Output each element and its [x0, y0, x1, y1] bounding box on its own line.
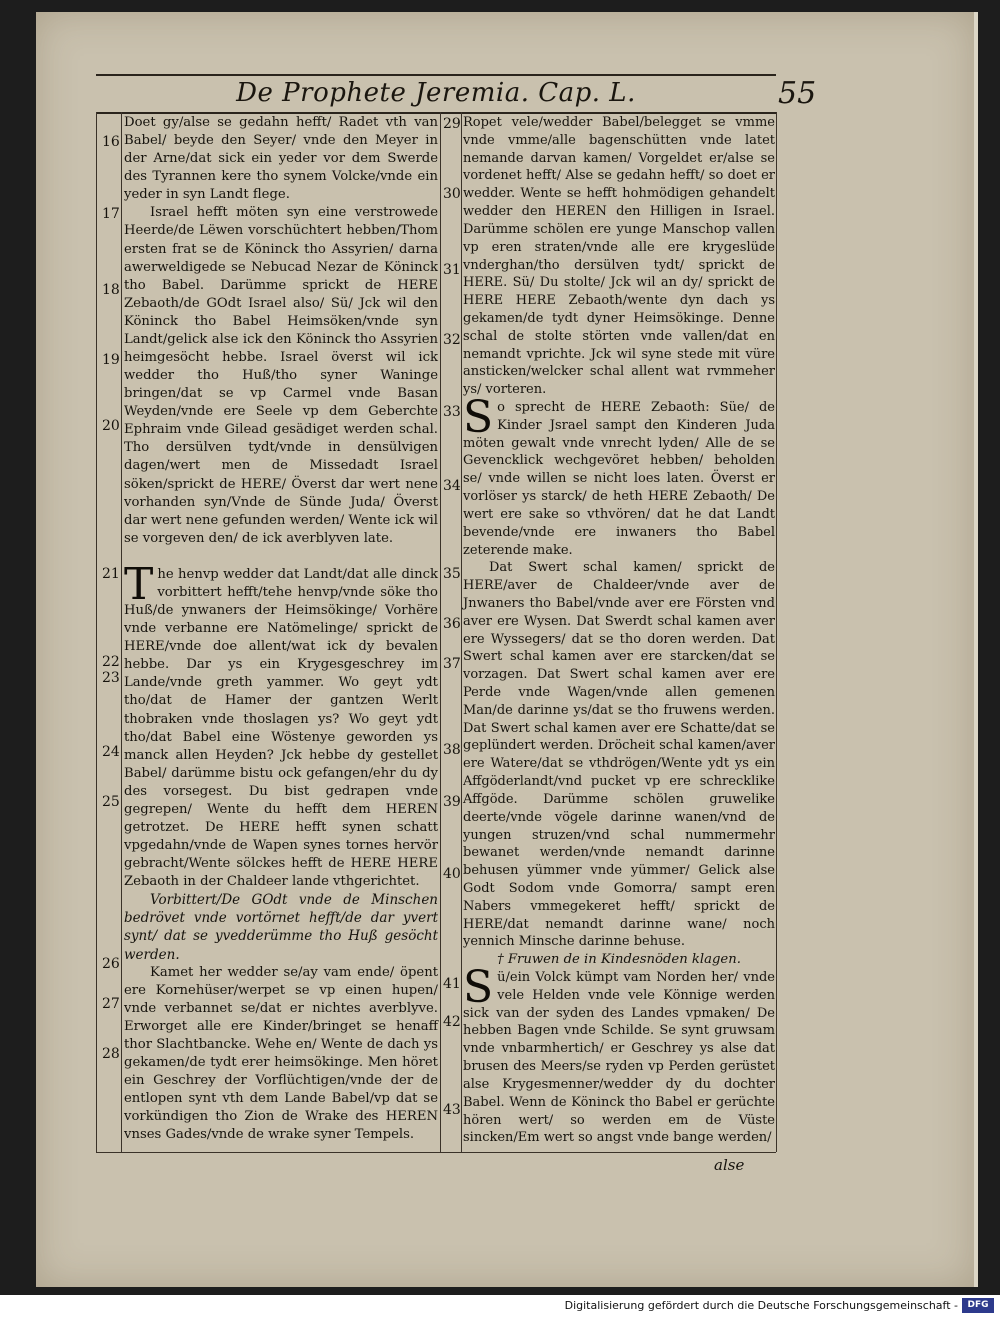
catchword: alse	[714, 1156, 745, 1174]
page-number: 55	[778, 76, 817, 111]
verse-number: 16	[102, 134, 120, 150]
verse-number: 26	[102, 956, 120, 972]
funding-notice: Digitalisierung gefördert durch die Deutsche Forschungsgemeinschaft -	[564, 1299, 958, 1312]
paragraph	[463, 392, 775, 559]
verse-number: 23	[102, 670, 120, 686]
verse-number: 40	[443, 866, 461, 882]
verse-number: 35	[443, 566, 461, 582]
footer-bar	[0, 1295, 1000, 1317]
verse-number: 17	[102, 206, 120, 222]
bottom-border-rule	[96, 1152, 776, 1153]
paragraph-text: o sprecht de HERE Zebaoth: Süe/ de Kinder Jsrael sampt den Kinderen Juda möten gewalt vnde vnrecht lyden/ Alle de se Gevencklick wechgevöret hebben/ beholden se/ vnde willen se nicht loes laten. Överst er vorlöser ys starck/ de heth HERE Zebaoth/ De wert ere sake so vthvören/ dat he dat Landt bevende/vnde ere inwaners tho Babel zeterende make.	[463, 400, 775, 558]
running-header	[96, 74, 776, 114]
page-title: De Prophete Jeremia. Cap. L.	[236, 78, 636, 108]
verse-number: 39	[443, 794, 461, 810]
right-border-rule	[776, 112, 777, 1152]
verse-number: 18	[102, 282, 120, 298]
verse-number: 25	[102, 794, 120, 810]
verse-number: 22	[102, 654, 120, 670]
verse-number: 36	[443, 616, 461, 632]
verse-number: 19	[102, 352, 120, 368]
paragraph: Doet gy/alse se gedahn hefft/ Radet vth van Babel/ beyde den Seyer/ vnde den Meyer in der Arne/dat sick ein yeder vor dem Swerde des Tyrannen kere tho synem Volcke/vnde ein yeder in syn Landt flege.	[124, 115, 438, 203]
verse-number: 28	[102, 1046, 120, 1062]
verse-number: 27	[102, 996, 120, 1012]
verse-number: 31	[443, 262, 461, 278]
verse-number: 37	[443, 656, 461, 672]
drop-cap-s: S	[463, 392, 494, 443]
verse-number: 33	[443, 404, 461, 420]
drop-cap-s: S	[463, 962, 494, 1013]
verse-number: 43	[443, 1102, 461, 1118]
paragraph	[124, 558, 438, 891]
verse-number: 30	[443, 186, 461, 202]
verse-number: 32	[443, 332, 461, 348]
section-note: † Fruwen de in Kindesnöden klagen.	[497, 952, 741, 968]
paragraph	[463, 962, 775, 1147]
verse-number: 38	[443, 742, 461, 758]
verse-number: 24	[102, 744, 120, 760]
right-text-column	[463, 114, 775, 1147]
verse-number: 20	[102, 418, 120, 434]
verse-number: 21	[102, 566, 120, 582]
paragraph-text: he henvp wedder dat Landt/dat alle dinck vorbittert hefft/tehe henvp/vnde söke tho Huß/de ynwaners der Heimsökinge/ Vorhëre vnde verbanne ere Natömelinge/ sprickt de HERE/vnde doe allent/wat ick dy bevalen hebbe. Dar ys ein Krygesgeschrey im Lande/vnde greth yammer. Wo geyt ydt tho/dat de Hamer der gantzen Werlt thobraken vnde thoslagen ys? Wo geyt ydt tho/dat Babel eine Wöstenye geworden ys manck allen Heyden? Jck hebbe dy gestellet Babel/ darümme bistu ock gefangen/ehr du dy des vorsegest. Du bist gedrapen vnde gegrepen/ Wente du hefft dem HEREN getrotzet. De HERE hefft synen schatt vpgedahn/vnde de Wapen synes tornes hervör gebracht/Wente sölckes hefft de HERE HERE Zebaoth in der Chaldeer lande vthgerichtet.	[124, 566, 438, 890]
paragraph: Ropet vele/wedder Babel/belegget se vmme vnde vmme/alle bagenschütten vnde latet nemande darvan kamen/ Vorgeldet er/alse se vordenet hefft/ Alse se gedahn hefft/ so doet er wedder. Wente se hefft hohmödigen gehandelt wedder den HEREN den Hilligen in Israel. Darümme schölen ere yunge Manschop vallen vp eren straten/vnde alle ere krygeslüde vnderghan/tho dersülven tydt/ sprickt de HERE. Sü/ Du stolte/ Jck wil an dy/ sprickt de HERE HERE Zebaoth/wente dyn dach ys gekamen/de tydt dyner Heimsökinge. Denne schal de stolte störten vnde vallen/dat en nemandt vprichte. Jck wil syne stede mit vüre ansticken/welcker schal allent wat rvmmeher ys/ vorteren.	[463, 115, 775, 398]
verse-number: 41	[443, 976, 461, 992]
verse-number: 29	[443, 116, 461, 132]
paragraph: Israel hefft möten syn eine verstrowede Heerde/de Lëwen vorschüchtert hebben/Thom ersten frat se de Köninck tho Assyrien/ darna awerweldigede se Nebucad Nezar de Köninck tho Babel. Darümme sprickt de HERE Zebaoth/de GOdt Israel also/ Sü/ Jck wil den Köninck tho Babel Heimsöken/vnde syn Landt/gelick alse ick den Köninck tho Assyrien heimgesöcht hebbe. Israel överst wil ick wedder tho Huß/tho syner Waninge bringen/dat se vp Carmel vnde Basan Weyden/vnde ere Seele vp dem Geberchte Ephraim vnde Gilead gesädiget werden schal. Tho dersülven tydt/vnde in densülvigen dagen/wert men de Missedadt Israel söken/sprickt de HERE/ Överst dar wert nene vorhanden syn/Vnde de Sünde Juda/ Överst dar wert nene gefunden werden/ Wente ick wil se vorgeven den/ de ick averblyven late.	[124, 205, 438, 546]
marginal-note: Vorbittert/De GOdt vnde de Minschen bedrövet vnde vortörnet hefft/de dar yvert synt/ dat se yvedderümme tho Huß gesöcht werden.	[124, 892, 438, 963]
paragraph: Kamet her wedder se/ay vam ende/ öpent ere Kornehüser/werpet se vp einen hupen/ vnde verbannet se/dat er nichtes averblyve. Erworget alle ere Kinder/bringet se henaff thor Slachtbancke. Wehe en/ Wente de dach ys gekamen/de tydt erer heimsökinge. Men höret ein Geschrey der Vorflüchtigen/vnde der de entlopen synt vth dem Lande Babel/vp dat se vorkündigen tho Zion de Wrake des HEREN vnses Gades/vnde de wrake syner Tempels.	[124, 964, 438, 1143]
dfg-logo-icon: DFG	[962, 1298, 994, 1313]
paragraph-text: ü/ein Volck kümpt vam Norden her/ vnde vele Helden vnde vele Könnige werden sick van der syden des Landes vpmaken/ De hebben Bagen vnde Schilde. Se synt gruwsam vnde vnbarmhertich/ er Geschrey ys alse dat brusen des Meers/se ryden vp Perden gerüstet alse Krygesmenner/wedder dy du dochter Babel. Wenn de Köninck tho Babel er gerüchte hören wert/ so werden em de Vüste sincken/Em wert so angst vnde bange werden/	[463, 970, 775, 1146]
verse-number: 42	[443, 1014, 461, 1030]
drop-cap-t: T	[124, 558, 154, 610]
verse-number: 34	[443, 478, 461, 494]
left-text-column	[124, 114, 438, 1144]
paragraph: Dat Swert schal kamen/ sprickt de HERE/aver de Chaldeer/vnde aver de Jnwaners tho Babel/vnde aver ere Försten vnd aver ere Wysen. Dat Swerdt schal kamen aver ere Wyssegers/ dat se tho doren werden. Dat Swert schal kamen aver ere starcken/dat se vorzagen. Dat Swert schal kamen aver ere Perde vnde Wagen/vnde allen gemenen Man/de darinne ys/dat se tho fruwens werden. Dat Swert schal kamen aver ere Schatte/dat se geplündert werden. Dröcheit schal kamen/aver ere Watere/dat se vthdrögen/Wente ydt ys ein Affgöderlandt/vnd pucket vp ere schrecklike Affgöde. Darümme schölen gruwelike deerte/vnde vögele darinne wanen/vnd de yungen struzen/vnd schal nummermehr bewanet werden/vnde nemandt darinne behusen yümmer vnde yümmer/ Gelick alse Godt Sodom vnde Gomorra/ sampt eren Nabers vmmegekeret hefft/ sprickt de HERE/dat nemandt darinne wane/ noch yennich Minsche darinne behuse.	[463, 560, 775, 950]
